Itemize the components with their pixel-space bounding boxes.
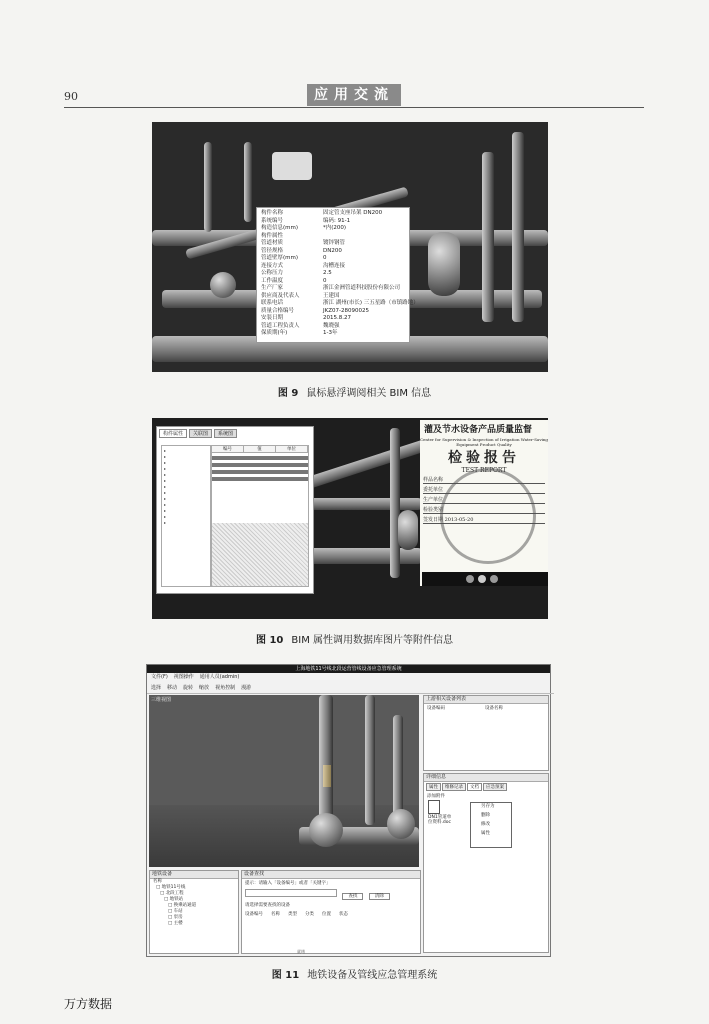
info-value: 镀锌钢管 xyxy=(323,240,346,246)
property-grid[interactable] xyxy=(211,445,309,587)
info-row xyxy=(261,323,405,331)
tab-properties[interactable]: 属性 xyxy=(426,783,441,791)
info-key: 质量合格编号 xyxy=(261,307,295,314)
info-row xyxy=(261,248,405,256)
figure-11-screenshot xyxy=(146,664,551,957)
report-heading-en: TEST REPORT xyxy=(461,467,507,474)
attachment-file[interactable] xyxy=(428,800,452,825)
info-key: 系统编号 xyxy=(261,217,284,224)
col-device-code: 设备编码 xyxy=(427,706,445,711)
col-device-no: 设备编号 xyxy=(245,912,263,917)
info-row xyxy=(261,293,405,301)
tool-select-button[interactable]: 选择 xyxy=(151,685,162,691)
report-heading: 检验报告 xyxy=(448,450,520,466)
tree-item[interactable]: □ 北段工程 xyxy=(160,891,184,896)
figure-11-number: 图 11 xyxy=(271,970,300,981)
info-value: 固定管支座吊架 DN200 xyxy=(323,210,383,216)
result-columns xyxy=(242,910,420,918)
info-value: 魏晓强 xyxy=(323,322,340,329)
search-button[interactable]: 查找 xyxy=(342,893,363,900)
tree-item[interactable]: □ 车站 xyxy=(168,909,183,914)
bim-info-tooltip xyxy=(256,207,419,343)
info-value: DN200 xyxy=(323,247,342,254)
vertical-pipe xyxy=(390,428,400,578)
tool-walk-button[interactable]: 漫游 xyxy=(241,685,252,691)
info-value xyxy=(323,233,405,241)
info-row xyxy=(261,218,405,226)
tool-move-button[interactable]: 移动 xyxy=(167,685,178,691)
menu-properties[interactable]: 属性 xyxy=(481,831,490,836)
pump xyxy=(309,813,343,847)
info-key: 安装日期 xyxy=(261,315,284,321)
info-key: 联系电话 xyxy=(261,300,284,306)
search-row xyxy=(242,888,420,901)
figure-11-title: 地铁设备及管线应急管理系统 xyxy=(307,970,438,981)
info-key: 供应商及代表人 xyxy=(261,292,300,299)
search-panel-title: 设备查找 xyxy=(242,871,420,879)
valve xyxy=(210,272,236,298)
info-value: 编码: 91-1 xyxy=(323,217,351,224)
tool-view-button[interactable]: 视角控制 xyxy=(215,685,236,691)
vertical-pipe xyxy=(482,152,494,322)
pipe xyxy=(302,498,422,510)
valve xyxy=(323,765,331,787)
info-row xyxy=(261,330,405,338)
figure-9-number: 图 9 xyxy=(277,388,299,399)
info-row xyxy=(261,240,405,248)
component-tree[interactable]: ▸ ▸ ▸ ▸ ▸ ▸ ▸ ▸ ▸ ▸ ▸ ▸ ▸ xyxy=(161,445,211,587)
info-key: 生产厂家 xyxy=(261,285,284,291)
info-row xyxy=(261,308,405,316)
tree-item[interactable]: □ 地铁11号线 xyxy=(156,885,186,890)
info-row xyxy=(261,233,405,241)
figure-10-number: 图 10 xyxy=(255,635,284,646)
info-key: 工作温度 xyxy=(261,277,284,284)
tab-component-props[interactable]: 构件属性 xyxy=(159,429,187,438)
col-device-name: 设备名称 xyxy=(485,706,503,711)
info-row xyxy=(261,210,405,218)
result-label: 请选择需要查找的设备 xyxy=(245,903,290,908)
col-name: 名称 xyxy=(271,912,280,917)
info-value: 沟槽连接 xyxy=(323,262,346,269)
next-icon[interactable] xyxy=(490,575,498,583)
info-value: 1-3年 xyxy=(323,330,338,336)
figure-9-caption xyxy=(0,384,709,399)
report-line: 签发日期 2013-05-20 xyxy=(423,516,545,524)
info-value: 2.5 xyxy=(323,270,332,276)
search-input[interactable] xyxy=(245,889,337,897)
menu-bar xyxy=(147,673,554,682)
info-value: 王建国 xyxy=(323,292,340,299)
hanger xyxy=(244,142,252,222)
col-category: 分类 xyxy=(305,912,314,917)
tree-item[interactable]: □ 地铁站 xyxy=(164,897,184,902)
info-value: 2015.8.27 xyxy=(323,315,351,321)
info-value: 浙江金洲管道科技股份有限公司 xyxy=(323,285,401,291)
info-value: 浙江 湖州(市长) 三五星路（市镇路地） xyxy=(323,300,419,306)
info-key: 构件名称 xyxy=(261,210,284,216)
tool-rotate-button[interactable]: 旋转 xyxy=(183,685,194,691)
play-icon[interactable] xyxy=(478,575,486,583)
figure-10-caption xyxy=(0,631,709,646)
tree-item[interactable]: □ 主楼 xyxy=(168,921,183,926)
detail-panel xyxy=(423,773,549,953)
info-value: *内(200) xyxy=(323,225,347,231)
pipe xyxy=(302,548,422,564)
wanfang-watermark: 万方数据 xyxy=(64,997,113,1011)
grid-col-value: 值 xyxy=(244,446,276,452)
vertical-pipe xyxy=(365,695,375,825)
tree-panel-title: 地铁设备 xyxy=(150,871,238,879)
report-line: 检验类别 xyxy=(423,506,545,514)
context-menu xyxy=(470,802,512,848)
figure-9-image xyxy=(152,122,548,372)
tree-item[interactable]: □ 泵房 xyxy=(168,915,183,920)
page-number: 90 xyxy=(64,90,78,103)
info-key: 连接方式 xyxy=(261,262,284,269)
pump xyxy=(387,809,415,839)
search-hint: 提示：请输入「设备编号」或者「关键字」 xyxy=(245,881,331,886)
vertical-pipe xyxy=(512,132,524,322)
header-divider xyxy=(64,107,644,108)
grid-header xyxy=(212,446,308,452)
status-bar: 就绪 xyxy=(297,949,305,954)
figure-11-caption xyxy=(0,966,709,981)
info-key: 构造信息(mm) xyxy=(261,225,299,231)
tree-item[interactable]: □ 换乘站通道 xyxy=(168,903,197,908)
info-value: 0 xyxy=(323,255,327,261)
grid-col-unit: 单位 xyxy=(276,446,308,452)
info-row xyxy=(261,278,405,286)
detail-panel-title: 详细信息 xyxy=(424,774,548,782)
info-row xyxy=(261,263,405,271)
menu-view[interactable]: 视图操作 xyxy=(173,674,194,680)
info-row xyxy=(261,300,419,308)
info-row xyxy=(261,315,405,323)
document-icon xyxy=(428,800,440,814)
tool-zoom-button[interactable]: 缩放 xyxy=(199,685,210,691)
menu-save-as[interactable]: 另存为 xyxy=(481,804,495,809)
upstream-device-panel xyxy=(423,695,549,771)
info-key: 管径规格 xyxy=(261,247,284,254)
tab-system-diagram[interactable]: 系统图 xyxy=(214,429,237,438)
attachment-file-name: DN1管道单位资料.doc xyxy=(428,815,452,825)
col-type: 类型 xyxy=(288,912,297,917)
info-key: 管道壁厚(mm) xyxy=(261,255,299,261)
menu-edit[interactable]: 修改 xyxy=(481,822,490,827)
pipe xyxy=(303,438,430,490)
device-tree-panel xyxy=(149,870,239,954)
report-title: 灌及节水设备产品质量监督 xyxy=(424,425,533,435)
info-key: 保质期(年) xyxy=(261,330,288,336)
clear-button[interactable]: 清除 xyxy=(369,893,390,900)
test-report-image xyxy=(420,420,548,586)
figure-10-title: BIM 属性调用数据库图片等附件信息 xyxy=(291,635,454,646)
tab-documents[interactable]: 文档 xyxy=(467,783,482,791)
image-viewer-toolbar xyxy=(422,572,548,586)
hanger xyxy=(204,142,212,232)
info-key: 管道工程负责人 xyxy=(261,322,300,329)
info-key: 管道材质 xyxy=(261,240,284,246)
device-search-panel xyxy=(241,870,421,954)
report-subtitle: Center for Supervision & Inspection of Irrigation Water-Saving Equipment Product Quality xyxy=(420,437,548,447)
menu-delete[interactable]: 删除 xyxy=(481,813,490,818)
info-value: JKZ07-28090025 xyxy=(323,307,369,314)
menu-user[interactable]: 通用人员(admin) xyxy=(199,674,240,680)
menu-file[interactable]: 文件(F) xyxy=(151,674,168,680)
3d-viewport[interactable] xyxy=(149,695,419,867)
info-row xyxy=(261,225,405,233)
info-key: 构件属性 xyxy=(261,232,284,239)
report-line: 样品名称 xyxy=(423,476,545,484)
info-key: 公称压力 xyxy=(261,270,284,276)
info-value: 0 xyxy=(323,277,327,284)
bim-property-dialog xyxy=(156,426,314,594)
col-location: 位置 xyxy=(322,912,331,917)
report-line: 生产单位 xyxy=(423,496,545,504)
dialog-tabs xyxy=(157,427,313,440)
tank xyxy=(398,510,418,550)
detail-tabs xyxy=(424,782,548,792)
tab-emergency-plan[interactable]: 应急预案 xyxy=(483,783,507,791)
add-attachment-button[interactable]: 添加附件 xyxy=(427,794,445,799)
app-title-bar: 上海地铁11号线北段运营管线设备应急管理系统 xyxy=(147,665,550,673)
duct xyxy=(272,152,312,180)
report-line: 委托单位 xyxy=(423,486,545,494)
grid-col-number: 编号 xyxy=(212,446,244,452)
figure-10-image xyxy=(152,418,548,619)
toolbar xyxy=(147,683,554,694)
figure-9-title: 鼠标悬浮调阅相关 BIM 信息 xyxy=(306,388,432,399)
upstream-panel-title: 上游相关设备列表 xyxy=(424,696,548,704)
viewport-label: 三维视图 xyxy=(151,697,172,703)
section-title: 应用交流 xyxy=(307,84,401,106)
tree-item: 名称 xyxy=(153,879,162,884)
col-status: 状态 xyxy=(339,912,348,917)
tab-maintenance[interactable]: 维修记录 xyxy=(442,783,466,791)
tab-related-image[interactable]: 关联图 xyxy=(189,429,212,438)
seal-stamp xyxy=(440,468,536,564)
info-row xyxy=(261,285,405,293)
grid-rows xyxy=(212,452,308,523)
info-row xyxy=(261,270,405,278)
prev-icon[interactable] xyxy=(466,575,474,583)
tank xyxy=(428,232,460,296)
info-row xyxy=(261,255,405,263)
